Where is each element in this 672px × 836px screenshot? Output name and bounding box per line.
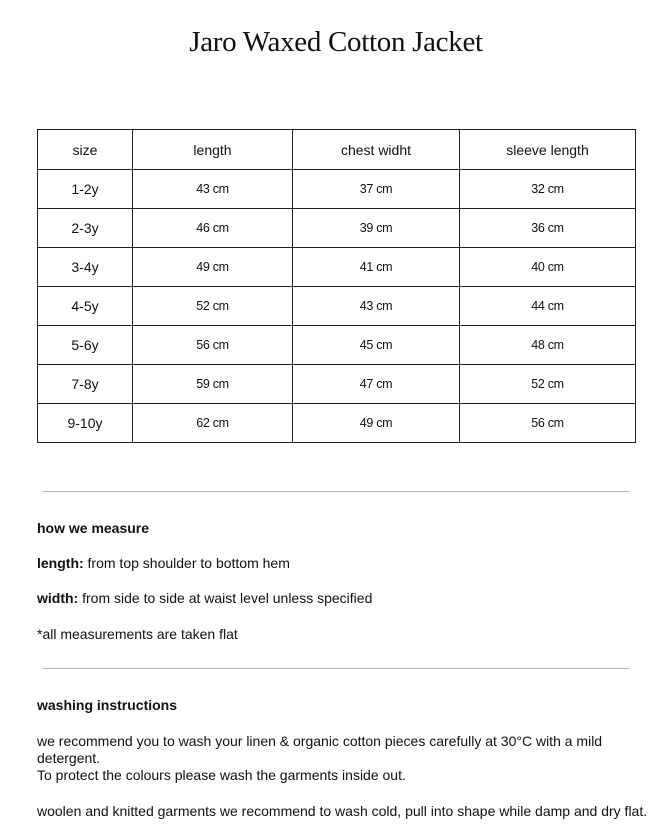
width-description: from side to side at waist level unless specified [78, 590, 373, 606]
size-cell: 5-6y [38, 326, 133, 365]
sleeve-length-cell: 32 cm [460, 170, 636, 209]
column-header-chest-width: chest widht [293, 130, 460, 170]
length-cell: 56 cm [133, 326, 293, 365]
table-row [38, 287, 636, 326]
length-cell: 59 cm [133, 365, 293, 404]
divider [43, 491, 629, 492]
length-cell: 43 cm [133, 170, 293, 209]
chest-width-cell: 45 cm [293, 326, 460, 365]
chest-width-cell: 49 cm [293, 404, 460, 443]
size-cell: 9-10y [38, 404, 133, 443]
chest-width-cell: 43 cm [293, 287, 460, 326]
sleeve-length-cell: 40 cm [460, 248, 636, 287]
table-row [38, 248, 636, 287]
sleeve-length-cell: 56 cm [460, 404, 636, 443]
sleeve-length-cell: 36 cm [460, 209, 636, 248]
width-label: width: [37, 590, 79, 606]
size-table [37, 129, 636, 443]
size-cell: 1-2y [38, 170, 133, 209]
table-header-row [38, 130, 636, 170]
page-title: Jaro Waxed Cotton Jacket [189, 26, 483, 58]
size-cell: 2-3y [38, 209, 133, 248]
divider [43, 668, 629, 669]
washing-instruction-1: we recommend you to wash your linen & organic cotton pieces carefully at 30°C with a mild detergent. [37, 733, 603, 766]
measure-heading: how we measure [37, 520, 150, 536]
table-row [38, 209, 636, 248]
table-row [38, 170, 636, 209]
table-row [38, 326, 636, 365]
length-label: length: [37, 555, 84, 571]
chest-width-cell: 47 cm [293, 365, 460, 404]
length-cell: 49 cm [133, 248, 293, 287]
size-cell: 7-8y [38, 365, 133, 404]
size-cell: 3-4y [38, 248, 133, 287]
length-measure-line [37, 555, 290, 572]
table-row [38, 365, 636, 404]
column-header-length: length [133, 130, 293, 170]
sleeve-length-cell: 52 cm [460, 365, 636, 404]
sleeve-length-cell: 44 cm [460, 287, 636, 326]
chest-width-cell: 41 cm [293, 248, 460, 287]
length-cell: 62 cm [133, 404, 293, 443]
chest-width-cell: 39 cm [293, 209, 460, 248]
column-header-size: size [38, 130, 133, 170]
column-header-sleeve-length: sleeve length [460, 130, 636, 170]
sleeve-length-cell: 48 cm [460, 326, 636, 365]
flat-measure-note: *all measurements are taken flat [37, 626, 238, 642]
length-cell: 46 cm [133, 209, 293, 248]
length-description: from top shoulder to bottom hem [83, 555, 290, 571]
length-cell: 52 cm [133, 287, 293, 326]
chest-width-cell: 37 cm [293, 170, 460, 209]
table-row [38, 404, 636, 443]
width-measure-line [37, 590, 372, 607]
washing-instruction-3: woolen and knitted garments we recommend to wash cold, pull into shape while damp and dry flat. [37, 803, 648, 819]
washing-instruction-2: To protect the colours please wash the garments inside out. [37, 767, 406, 783]
size-cell: 4-5y [38, 287, 133, 326]
washing-heading: washing instructions [37, 697, 178, 713]
